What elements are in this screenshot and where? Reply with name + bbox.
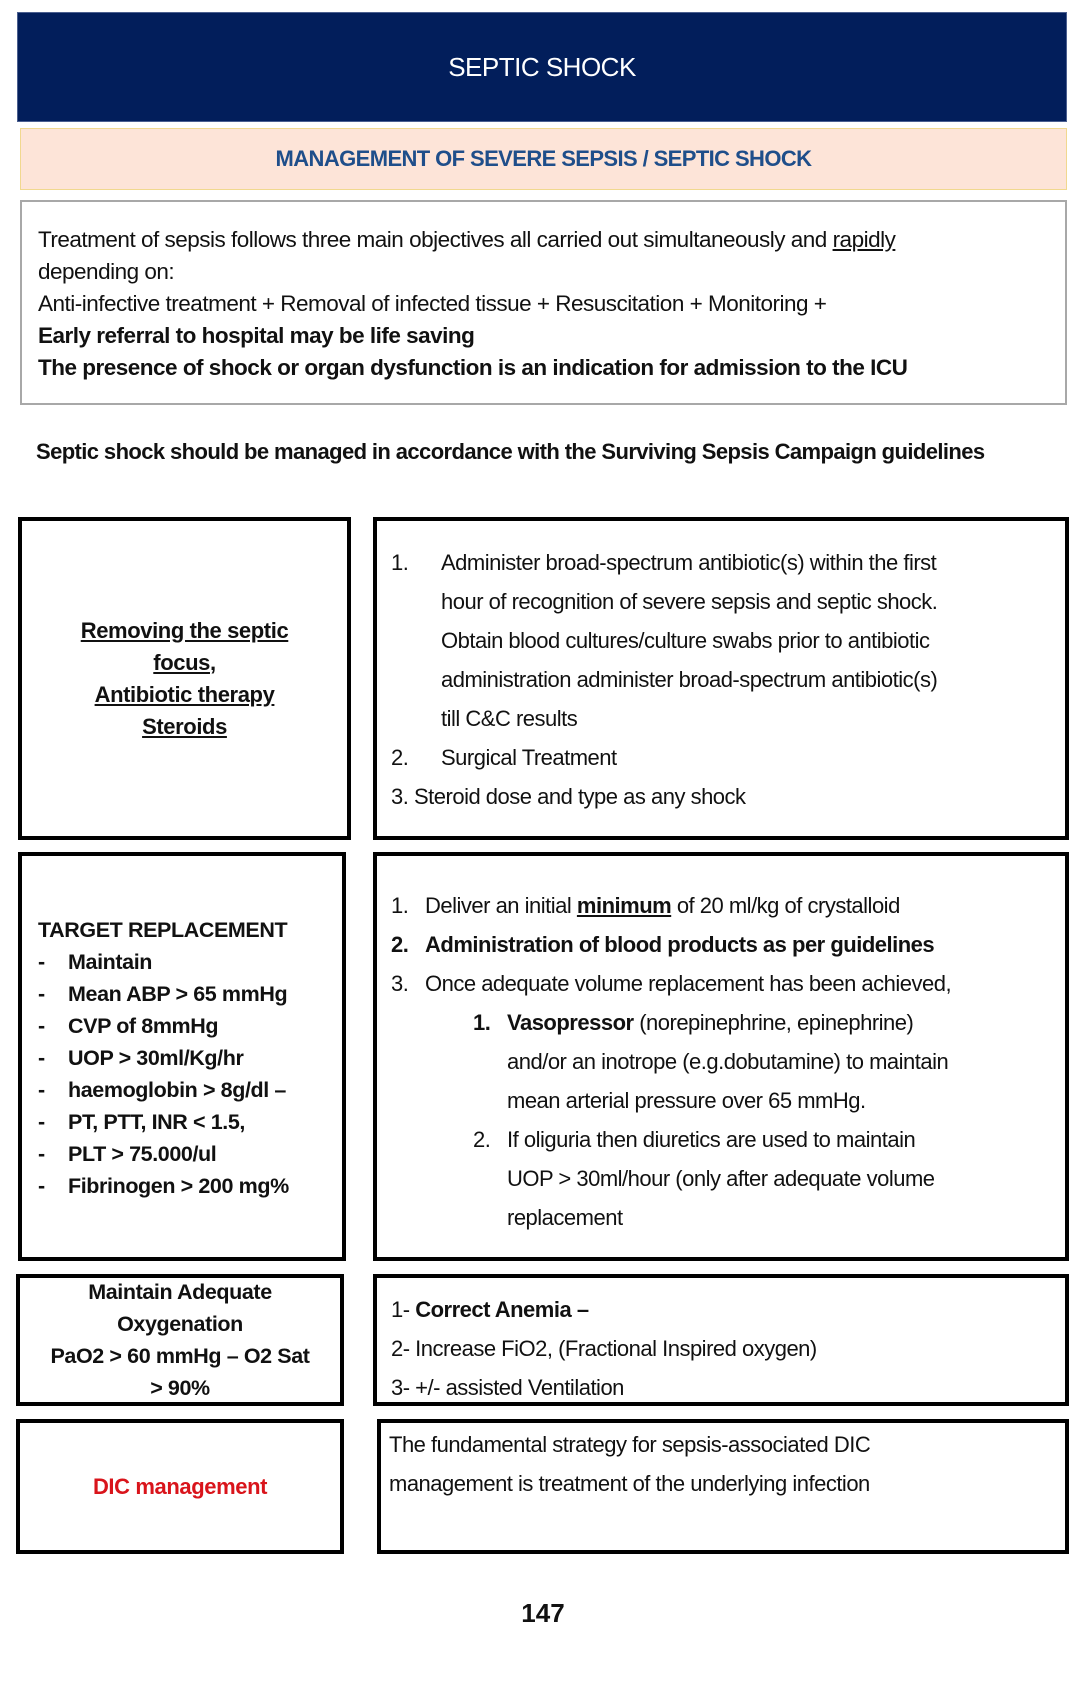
target-bullet: - UOP > 30ml/Kg/hr <box>38 1046 244 1070</box>
oxygenation-label-line-3: PaO2 > 60 mmHg – O2 Sat <box>50 1344 310 1368</box>
guideline-note: Septic shock should be managed in accordance with the Surviving Sepsis Campaign guidelines <box>36 439 985 464</box>
oxygenation-label-line-1: Maintain Adequate <box>88 1280 272 1304</box>
focus-details-box <box>373 517 1069 840</box>
list-item-continuation: hour of recognition of severe sepsis and septic shock. <box>441 589 938 614</box>
oxygenation-label-box <box>16 1274 344 1406</box>
focus-label-line-2: focus <box>153 649 210 675</box>
dic-details-box <box>377 1419 1069 1554</box>
intro-line-3: Anti-infective treatment + Removal of infected tissue + Resuscitation + Monitoring + <box>38 291 827 316</box>
dic-text-line-1: The fundamental strategy for sepsis-associated DIC <box>389 1432 871 1457</box>
sub-list-item-continuation: and/or an inotrope (e.g.dobutamine) to maintain <box>507 1049 949 1074</box>
page-number: 147 <box>521 1598 565 1628</box>
list-item: 3. Once adequate volume replacement has been achieved, <box>391 971 952 996</box>
sub-list-item-continuation: mean arterial pressure over 65 mmHg. <box>507 1088 866 1113</box>
oxygenation-label-line-4: > 90% <box>150 1376 210 1400</box>
intro-line-5: The presence of shock or organ dysfunction is an indication for admission to the ICU <box>38 355 908 380</box>
page-title-banner <box>17 12 1067 122</box>
intro-line-4: Early referral to hospital may be life saving <box>38 323 475 348</box>
dic-label-box <box>16 1419 344 1554</box>
target-bullet: - Maintain <box>38 950 152 974</box>
focus-label-line-1: Removing the septic <box>80 617 289 643</box>
list-item: 1. Deliver an initial minimum of 20 ml/kg of crystalloid <box>391 893 900 918</box>
sub-list-item-continuation: UOP > 30ml/hour (only after adequate volume <box>507 1166 935 1191</box>
list-item-continuation: till C&C results <box>441 706 578 731</box>
list-item: 3. Steroid dose and type as any shock <box>391 784 746 809</box>
list-item: 2. Administration of blood products as per guidelines <box>391 932 935 957</box>
page-title: SEPTIC SHOCK <box>448 51 636 82</box>
list-item: 1- Correct Anemia – <box>391 1297 589 1322</box>
target-bullet: - PT, PTT, INR < 1.5, <box>38 1110 245 1134</box>
sub-list-item: 1. Vasopressor (norepinephrine, epinephrine) <box>473 1010 914 1035</box>
list-item: 3- +/- assisted Ventilation <box>391 1375 624 1400</box>
resuscitation-details-box <box>373 852 1069 1261</box>
oxygenation-details-box <box>373 1274 1069 1406</box>
list-item: 2. Surgical Treatment <box>391 745 617 770</box>
emphasis-minimum: minimum <box>576 893 672 918</box>
target-bullet: - Mean ABP > 65 mmHg <box>38 982 288 1006</box>
emphasis-rapidly: rapidly <box>832 227 896 252</box>
section-subtitle-banner <box>20 128 1067 190</box>
sub-list-item: 2. If oliguria then diuretics are used to maintain <box>473 1127 916 1152</box>
list-item: 2- Increase FiO2, (Fractional Inspired oxygen) <box>391 1336 817 1361</box>
dic-text-line-2: management is treatment of the underlying infection <box>389 1471 870 1496</box>
sub-list-item-continuation: replacement <box>507 1205 623 1230</box>
dic-label: DIC management <box>92 1473 268 1499</box>
list-item: 1. Administer broad-spectrum antibiotic(s) within the first <box>391 550 937 575</box>
section-subtitle: MANAGEMENT OF SEVERE SEPSIS / SEPTIC SHOCK <box>275 146 812 171</box>
target-heading: TARGET REPLACEMENT <box>38 918 288 942</box>
oxygenation-label-line-2: Oxygenation <box>117 1312 243 1336</box>
target-bullet: - PLT > 75.000/ul <box>38 1142 217 1166</box>
target-bullet: - CVP of 8mmHg <box>38 1014 219 1038</box>
focus-label-line-4: Steroids <box>142 713 227 739</box>
intro-line-1: Treatment of sepsis follows three main objectives all carried out simultaneously and rapidly <box>38 227 896 252</box>
list-item-continuation: administration administer broad-spectrum antibiotic(s) <box>441 667 938 692</box>
target-bullet: - haemoglobin > 8g/dl – <box>38 1078 286 1102</box>
intro-box <box>20 200 1067 405</box>
focus-label-box: Removing the septic focus, Antibiotic therapy Steroids <box>18 517 351 840</box>
target-replacement-box <box>18 852 346 1261</box>
focus-label-line-3: Antibiotic therapy <box>94 681 275 707</box>
target-bullet: - Fibrinogen > 200 mg% <box>38 1174 289 1198</box>
list-item-continuation: Obtain blood cultures/culture swabs prior to antibiotic <box>441 628 930 653</box>
intro-line-2: depending on: <box>38 259 175 284</box>
